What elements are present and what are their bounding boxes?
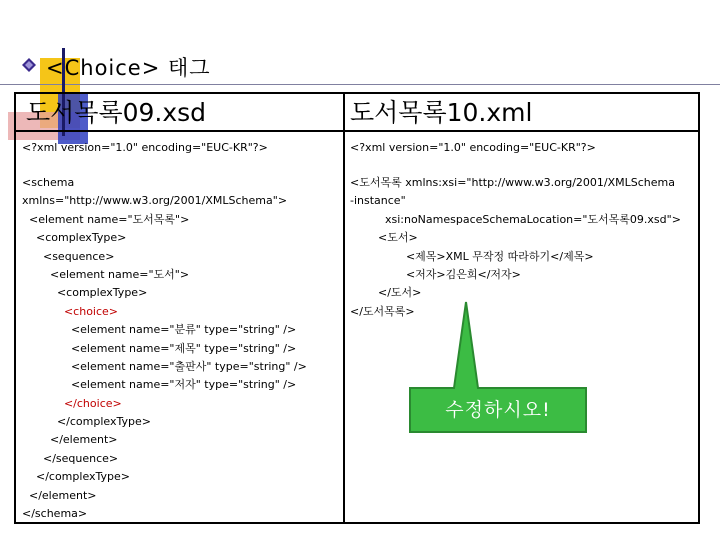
left-code-line: </sequence> — [22, 451, 119, 465]
callout-text: 수정하시오! — [445, 399, 551, 421]
right-code-line: xsi:noNamespaceSchemaLocation="도서목록09.xsd"> — [350, 212, 681, 226]
left-code-line: </element> — [22, 433, 118, 447]
column-divider — [343, 94, 345, 522]
left-code-line: <element name="저자" type="string" /> — [22, 378, 297, 392]
left-code-line: <element name="도서"> — [22, 267, 190, 281]
left-column-title: 도서목록09.xsd — [26, 98, 207, 127]
left-code-line: <complexType> — [22, 231, 127, 245]
right-code-line: <저자>김은희</저자> — [350, 267, 521, 281]
left-code-line: </choice> — [22, 396, 122, 410]
header-rule — [16, 130, 698, 132]
slide-heading: <Choice> 태그 — [46, 56, 211, 80]
left-code-block — [22, 174, 307, 523]
left-code-line: <element name="분류" type="string" /> — [22, 323, 297, 337]
left-code-line: <complexType> — [22, 286, 148, 300]
left-code-line: <element name="출판사" type="string" /> — [22, 359, 307, 373]
left-code-line: <element name="제목" type="string" /> — [22, 341, 297, 355]
right-code-line: <도서> — [350, 231, 418, 245]
left-code-line: <schema — [22, 176, 75, 189]
left-code-line: </element> — [22, 488, 97, 502]
left-code-line: </complexType> — [22, 415, 151, 429]
left-xml-declaration: <?xml version="1.0" encoding="EUC-KR"?> — [22, 141, 268, 154]
decor-horizontal-line — [0, 84, 720, 85]
right-column-title: 도서목록10.xml — [350, 98, 533, 127]
right-xml-declaration: <?xml version="1.0" encoding="EUC-KR"?> — [350, 141, 596, 154]
left-code-line: <choice> — [22, 304, 119, 318]
right-code-line: <제목>XML 무작정 따라하기</제목> — [350, 249, 594, 263]
right-code-line: </도서목록> — [350, 304, 415, 318]
left-code-line: <sequence> — [22, 249, 115, 263]
left-code-line: xmlns="http://www.w3.org/2001/XMLSchema"> — [22, 194, 288, 208]
left-code-line: </schema> — [22, 507, 88, 521]
left-code-line: <element name="도서목록"> — [22, 212, 190, 226]
left-code-line: </complexType> — [22, 470, 131, 484]
right-code-line: <도서목록 xmlns:xsi="http://www.w3.org/2001/XMLSchema — [350, 176, 675, 189]
right-code-line: -instance" — [350, 194, 406, 208]
right-code-line: </도서> — [350, 286, 422, 300]
diamond-bullet-icon — [22, 58, 36, 72]
